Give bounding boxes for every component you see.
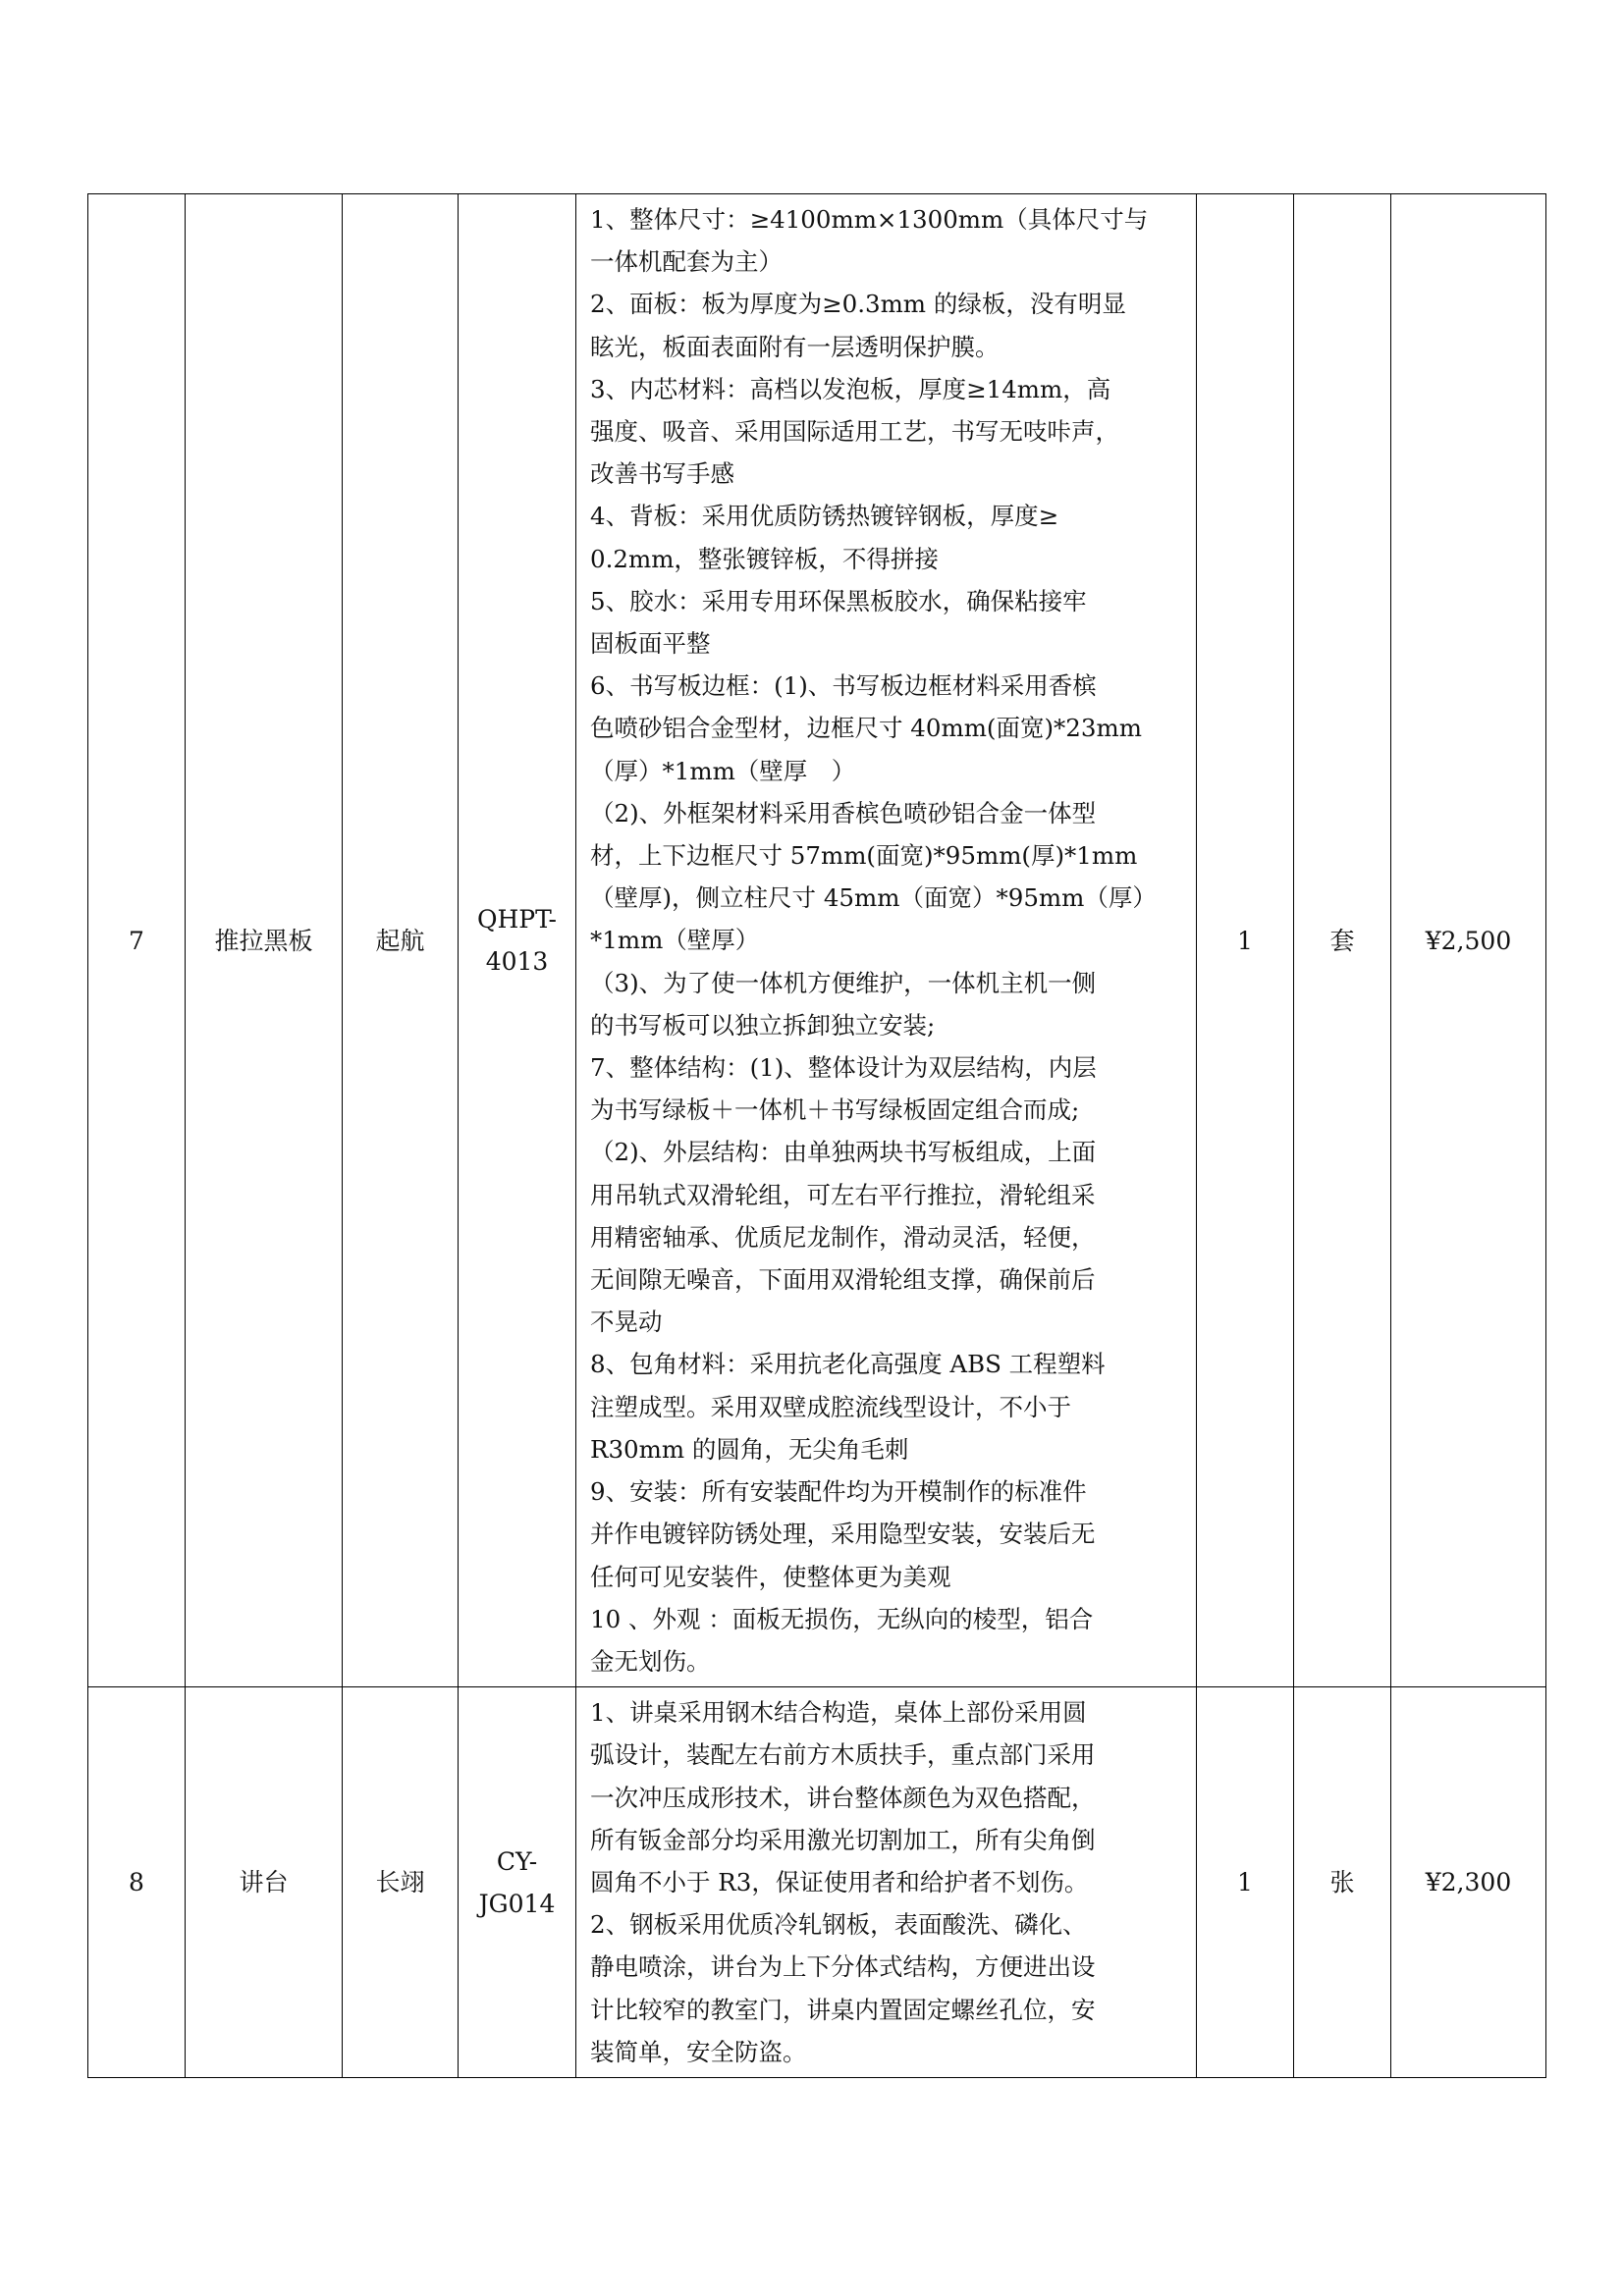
- spec-line: 4、背板：采用优质防锈热镀锌钢板，厚度≥: [590, 502, 1059, 531]
- spec-line: 装简单，安全防盗。: [590, 2037, 807, 2066]
- spec-line: 固板面平整: [590, 629, 711, 659]
- brand-cell: 长翊: [343, 1687, 459, 2078]
- spec-line: 一体机配套为主）: [590, 247, 783, 277]
- model-line: JG014: [478, 1889, 556, 1918]
- product-name-cell: 推拉黑板: [186, 194, 343, 1687]
- spec-line: 无间隙无噪音，下面用双滑轮组支撑，确保前后: [590, 1265, 1096, 1295]
- spec-line: （壁厚)，侧立柱尺寸 45mm（面宽）*95mm（厚）: [590, 883, 1157, 913]
- spec-line: 6、书写板边框：(1)、书写板边框材料采用香槟: [590, 671, 1097, 701]
- spec-line: （3)、为了使一体机方便维护，一体机主机一侧: [590, 968, 1097, 997]
- spec-line: 注塑成型。采用双壁成腔流线型设计，不小于: [590, 1392, 1071, 1421]
- model-cell: [459, 1687, 576, 2078]
- spec-line: 的书写板可以独立拆卸独立安装;: [590, 1010, 936, 1040]
- spec-line: 任何可见安装件，使整体更为美观: [590, 1562, 951, 1591]
- spec-line: （2)、外框架材料采用香槟色喷砂铝合金一体型: [590, 798, 1097, 828]
- spec-line: 静电喷涂，讲台为上下分体式结构，方便进出设: [590, 1952, 1096, 1982]
- spec-line: 8、包角材料：采用抗老化高强度 ABS 工程塑料: [590, 1350, 1106, 1379]
- spec-line: 用精密轴承、优质尼龙制作，滑动灵活，轻便，: [590, 1222, 1096, 1252]
- model-cell: [459, 194, 576, 1687]
- spec-line: 为书写绿板＋一体机＋书写绿板固定组合而成;: [590, 1095, 1080, 1125]
- spec-line: （2)、外层结构：由单独两块书写板组成，上面: [590, 1138, 1097, 1167]
- spec-description-cell: [576, 1687, 1197, 2078]
- price-cell: ¥2,500: [1391, 194, 1546, 1687]
- model-line: CY-: [496, 1846, 538, 1876]
- spec-line: *1mm（壁厚）: [590, 926, 760, 955]
- spec-line: 一次冲压成形技术，讲台整体颜色为双色搭配，: [590, 1783, 1096, 1812]
- unit-cell: 张: [1294, 1687, 1391, 2078]
- product-spec-table: [87, 193, 1546, 2078]
- spec-line: 计比较窄的教室门，讲桌内置固定螺丝孔位，安: [590, 1995, 1096, 2024]
- table-row: [88, 194, 1546, 1687]
- spec-line: 3、内芯材料：高档以发泡板，厚度≥14mm，高: [590, 374, 1111, 403]
- spec-line: 0.2mm，整张镀锌板，不得拼接: [590, 544, 939, 573]
- spec-line: （厚）*1mm（壁厚 ）: [590, 756, 856, 785]
- spec-description-cell: [576, 194, 1197, 1687]
- row-number-cell: 7: [88, 194, 186, 1687]
- spec-line: 用吊轨式双滑轮组，可左右平行推拉，滑轮组采: [590, 1180, 1096, 1209]
- spec-line: 不晃动: [590, 1308, 663, 1337]
- table-row: [88, 1687, 1546, 2078]
- spec-line: 圆角不小于 R3，保证使用者和给护者不划伤。: [590, 1867, 1089, 1896]
- spec-line: 强度、吸音、采用国际适用工艺，书写无吱咔声，: [590, 417, 1119, 447]
- spec-line: 色喷砂铝合金型材，边框尺寸 40mm(面宽)*23mm: [590, 714, 1142, 743]
- spec-line: 弧设计，装配左右前方木质扶手，重点部门采用: [590, 1740, 1096, 1770]
- model-line: 4013: [485, 947, 549, 977]
- spec-line: 2、钢板采用优质冷轧钢板，表面酸洗、磷化、: [590, 1910, 1087, 1940]
- spec-line: 7、整体结构：(1)、整体设计为双层结构，内层: [590, 1053, 1097, 1083]
- spec-line: 材，上下边框尺寸 57mm(面宽)*95mm(厚)*1mm: [590, 841, 1138, 871]
- unit-cell: 套: [1294, 194, 1391, 1687]
- quantity-cell: 1: [1197, 1687, 1294, 2078]
- spec-line: 9、安装：所有安装配件均为开模制作的标准件: [590, 1477, 1087, 1507]
- spec-line: 并作电镀锌防锈处理，采用隐型安装，安装后无: [590, 1520, 1096, 1549]
- spec-line: 所有钣金部分均采用激光切割加工，所有尖角倒: [590, 1825, 1096, 1854]
- row-number-cell: 8: [88, 1687, 186, 2078]
- spec-line: 5、胶水：采用专用环保黑板胶水，确保粘接牢: [590, 586, 1087, 615]
- spec-line: 1、整体尺寸：≥4100mm×1300mm（具体尺寸与: [590, 205, 1149, 234]
- spec-line: 10 、外观 ：面板无损伤，无纵向的棱型，铝合: [590, 1604, 1094, 1633]
- quantity-cell: 1: [1197, 194, 1294, 1687]
- spec-line: 眩光，板面表面附有一层透明保护膜。: [590, 332, 1000, 361]
- spec-line: R30mm 的圆角，无尖角毛刺: [590, 1434, 909, 1464]
- brand-cell: 起航: [343, 194, 459, 1687]
- model-line: QHPT-: [476, 905, 558, 934]
- product-name-cell: 讲台: [186, 1687, 343, 2078]
- price-cell: ¥2,300: [1391, 1687, 1546, 2078]
- spec-line: 金无划伤。: [590, 1646, 711, 1676]
- spec-line: 改善书写手感: [590, 459, 734, 489]
- spec-line: 2、面板：板为厚度为≥0.3mm 的绿板，没有明显: [590, 290, 1126, 319]
- spec-line: 1、讲桌采用钢木结合构造，桌体上部份采用圆: [590, 1698, 1087, 1728]
